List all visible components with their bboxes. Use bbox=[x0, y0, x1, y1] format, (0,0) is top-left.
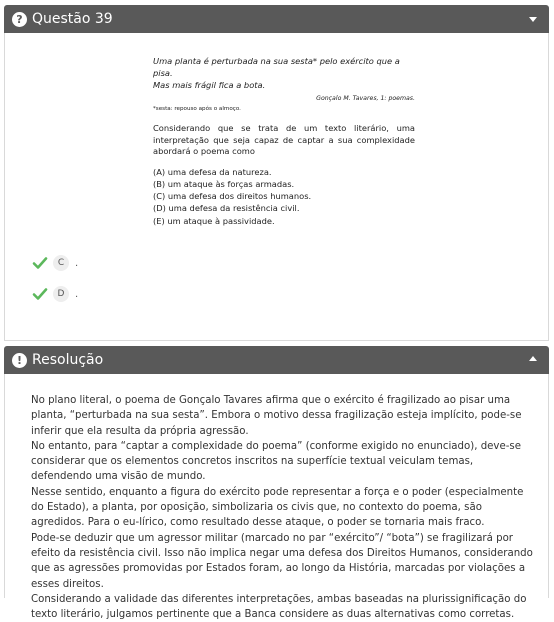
alternatives-list bbox=[153, 166, 415, 227]
resolution-paragraph: No plano literal, o poema de Gonçalo Tavares afirma que o exército é fragilizado ao pisar uma planta, “perturbada na sua sesta”. Embora o motivo dessa fragilização esteja implícito, pode-se inferir que ela resulta da própria agressão. bbox=[31, 395, 522, 437]
check-icon bbox=[33, 257, 47, 269]
question-title: Questão 39 bbox=[32, 11, 113, 27]
poem-footnote: *sesta: repouso após o almoço. bbox=[153, 106, 241, 112]
question-stem: Considerando que se trata de um texto literário, uma interpretação que seja capaz de captar a sua complexidade abordará o poema como bbox=[153, 123, 415, 156]
caret-up-icon[interactable] bbox=[529, 356, 537, 361]
caret-down-icon[interactable] bbox=[529, 17, 537, 22]
answer-item bbox=[33, 255, 78, 271]
resolution-paragraph: Pode-se deduzir que um agressor militar (marcado no par “exército”/ “bota”) se fragilizará por efeito da resistência civil. Isso não implica negar uma defesa dos Direitos Humanos, considerando que as agressões promovidas por Estados foram, ao longo da História, marcadas por violações a esses direitos. bbox=[31, 532, 533, 590]
alternative-a: (A) uma defesa da natureza. bbox=[153, 166, 272, 177]
resolution-body bbox=[4, 374, 549, 621]
check-icon bbox=[33, 288, 47, 300]
question-header[interactable] bbox=[4, 5, 549, 33]
poem-line-1: Uma planta é perturbada na sua sesta* pelo exército que a pisa. bbox=[153, 56, 400, 78]
resolution-header[interactable] bbox=[4, 346, 549, 374]
answer-letter: D bbox=[53, 286, 69, 302]
alternative-c: (C) uma defesa dos direitos humanos. bbox=[153, 191, 312, 202]
alternative-e: (E) um ataque à passividade. bbox=[153, 215, 275, 226]
resolution-title: Resolução bbox=[32, 352, 104, 368]
resolution-paragraph: No entanto, para “captar a complexidade do poema” (conforme exigido no enunciado), deve-se considerar que os elementos concretos inscritos na superfície textual veiculam temas, defendendo uma visão de mundo. bbox=[31, 440, 521, 483]
poem-line-2: Mas mais frágil fica a bota. bbox=[153, 80, 266, 90]
info-circle-icon: ! bbox=[12, 353, 27, 368]
resolution-text bbox=[31, 393, 536, 622]
question-statement bbox=[153, 55, 415, 227]
answer-item bbox=[33, 286, 78, 302]
answer-text: . bbox=[75, 257, 79, 269]
poem-author: Gonçalo M. Tavares, 1: poemas. bbox=[316, 95, 415, 102]
resolution-paragraph: Nesse sentido, enquanto a figura do exército pode representar a força e o poder (especialmente do Estado), a planta, por oposição, simbolizaria os civis que, no contexto do poema, são agredidos. Para o eu-lírico, como resultado desse ataque, o poder se tornaria mais fraco. bbox=[31, 486, 524, 529]
resolution-paragraph: Considerando a validade das diferentes interpretações, ambas baseadas na plurissignificação do texto literário, julgamos pertinente que a Banca considere as duas alternativas como corretas. bbox=[31, 593, 527, 621]
question-circle-icon: ? bbox=[12, 12, 27, 27]
alternative-d: (D) uma defesa da resistência civil. bbox=[153, 203, 300, 214]
answer-letter: C bbox=[53, 255, 69, 271]
question-body bbox=[4, 33, 549, 341]
alternative-b: (B) um ataque às forças armadas. bbox=[153, 178, 295, 189]
answer-text: . bbox=[75, 288, 79, 300]
